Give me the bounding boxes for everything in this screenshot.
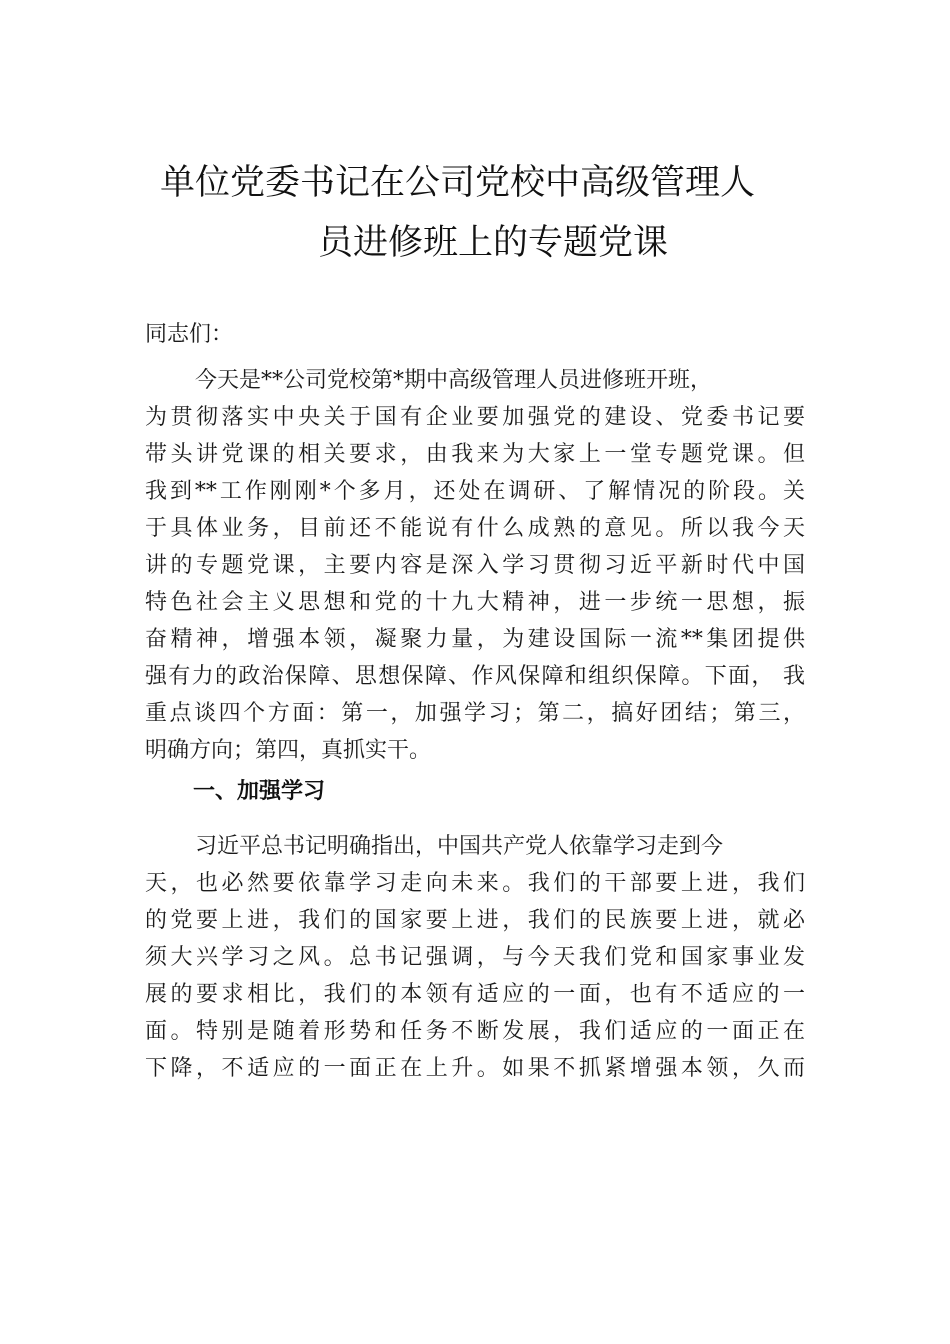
paragraph-2-line: 展的要求相比，我们的本领有适应的一面，也有不适应的一 [145,982,805,1007]
paragraph-2-line: 天，也必然要依靠学习走向未来。我们的干部要上进，我们 [145,871,805,896]
document-title-line-1: 单位党委书记在公司党校中高级管理人 [160,163,756,203]
section-heading: 一、加强学习 [193,779,326,804]
document-title-line-2: 员进修班上的专题党课 [318,223,669,263]
paragraph-1-line: 明确方向；第四，真抓实干。 [145,738,432,763]
paragraph-1-line: 重点谈四个方面：第一，加强学习；第二，搞好团结；第三， [145,701,805,726]
paragraph-1-line: 带头讲党课的相关要求，由我来为大家上一堂专题党课。但 [145,442,805,467]
paragraph-2-line: 的党要上进，我们的国家要上进，我们的民族要上进，就必 [145,908,805,933]
paragraph-1-line: 讲的专题党课，主要内容是深入学习贯彻习近平新时代中国 [145,553,805,578]
salutation: 同志们： [145,322,234,347]
paragraph-1-line: 奋精神，增强本领，凝聚力量，为建设国际一流**集团提供 [145,627,805,652]
paragraph-2-line: 面。特别是随着形势和任务不断发展，我们适应的一面正在 [145,1019,805,1044]
paragraph-2-line: 须大兴学习之风。总书记强调，与今天我们党和国家事业发 [145,945,805,970]
paragraph-1-line: 今天是**公司党校第*期中高级管理人员进修班开班， [195,368,713,393]
paragraph-1-line: 为贯彻落实中央关于国有企业要加强党的建设、党委书记要 [145,405,805,430]
paragraph-1-line: 我到**工作刚刚*个多月，还处在调研、了解情况的阶段。关 [145,479,805,504]
paragraph-1-line: 强有力的政治保障、思想保障、作风保障和组织保障。下面， 我 [145,664,805,689]
paragraph-2-line: 习近平总书记明确指出，中国共产党人依靠学习走到今 [195,834,724,859]
paragraph-2-line: 下降，不适应的一面正在上升。如果不抓紧增强本领，久而 [145,1056,805,1081]
paragraph-1-line: 于具体业务，目前还不能说有什么成熟的意见。所以我今天 [145,516,805,541]
paragraph-1-line: 特色社会主义思想和党的十九大精神，进一步统一思想，振 [145,590,805,615]
